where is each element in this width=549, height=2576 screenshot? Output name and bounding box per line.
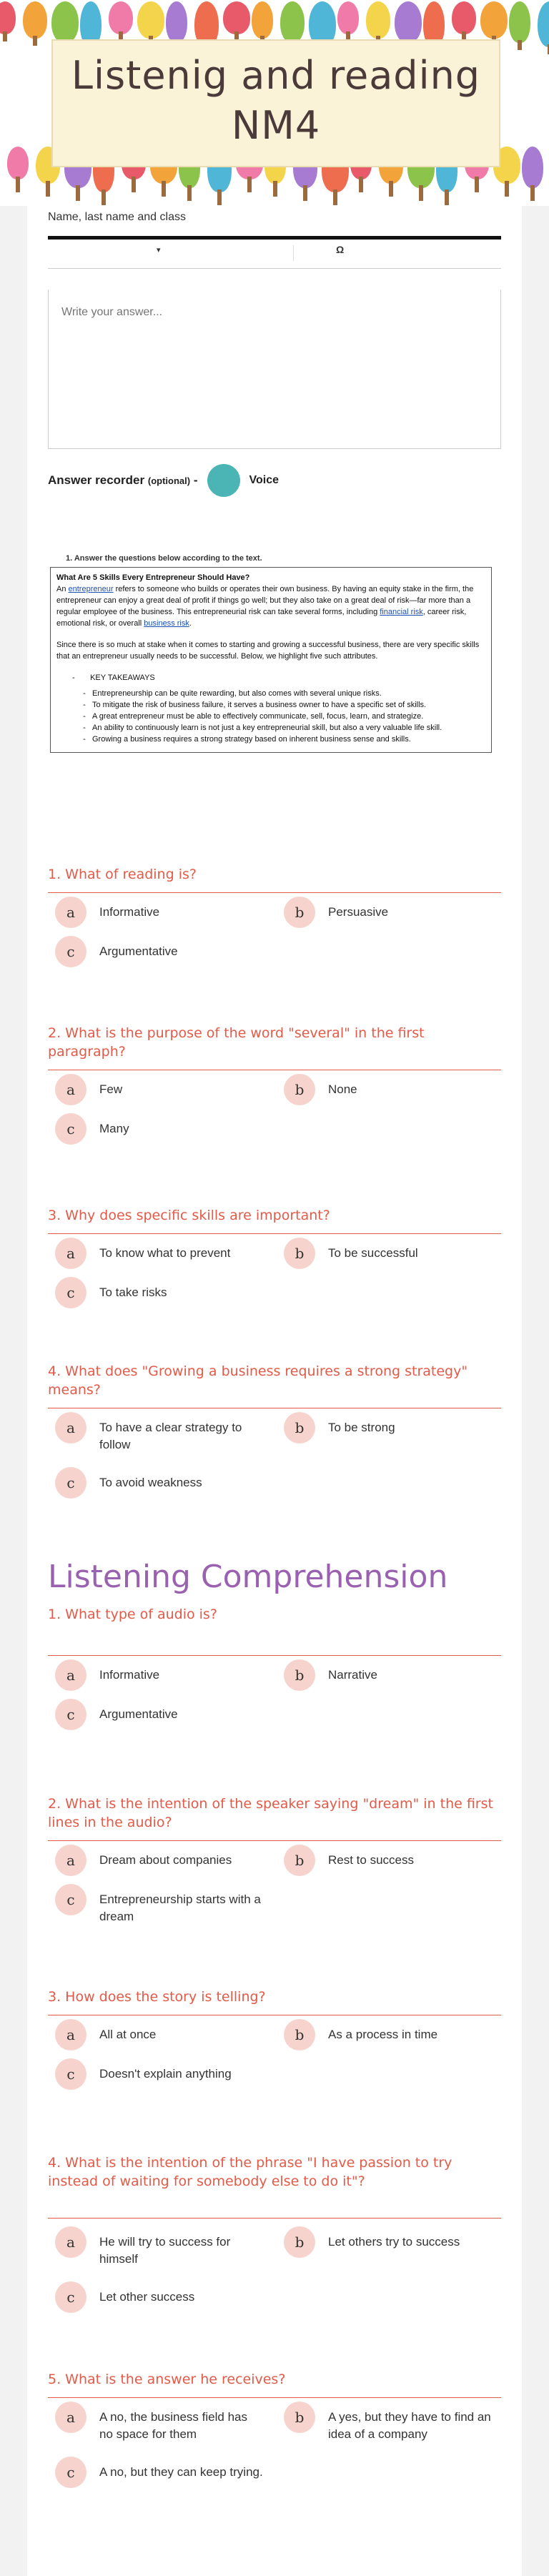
- tree-trunk: [303, 185, 307, 201]
- financial-risk-link[interactable]: financial risk: [380, 608, 423, 616]
- option-letter-badge: a: [55, 1238, 86, 1269]
- tree-trunk: [445, 189, 449, 205]
- header-banner: [0, 0, 549, 206]
- reading-text: [50, 554, 492, 753]
- answer-input[interactable]: [60, 305, 349, 320]
- option-c[interactable]: [55, 1706, 264, 1730]
- option-text: None: [328, 1082, 357, 1096]
- option-text: Entrepreneurship starts with a dream: [99, 1892, 261, 1923]
- option-letter-badge: c: [55, 2457, 86, 2488]
- question-block: [48, 1988, 501, 2083]
- option-text: Argumentative: [99, 1707, 178, 1721]
- voice-label: Voice: [249, 474, 279, 486]
- option-text: Narrative: [328, 1668, 377, 1682]
- option-letter-badge: b: [284, 2226, 315, 2258]
- entrepreneur-link[interactable]: entrepreneur: [68, 585, 114, 593]
- option-letter-badge: a: [55, 1412, 86, 1444]
- tree-trunk: [333, 189, 337, 205]
- option-letter-badge: c: [55, 1277, 86, 1308]
- tree-decoration: [480, 1, 508, 39]
- tree-trunk: [46, 181, 50, 197]
- option-letter-badge: c: [55, 1467, 86, 1499]
- option-a[interactable]: [55, 1245, 264, 1269]
- list-item: - An ability to continuously learn is not just a key entrepreneurial skill, but also a very valuable life skill.: [92, 722, 485, 734]
- tree-decoration: [366, 1, 390, 39]
- option-a[interactable]: [55, 1419, 264, 1454]
- recorder-label: Answer recorder (optional) -: [48, 473, 198, 487]
- option-letter-badge: a: [55, 2402, 86, 2433]
- option-text: To be strong: [328, 1421, 395, 1434]
- option-a[interactable]: [55, 2409, 264, 2443]
- option-c[interactable]: [55, 1474, 264, 1499]
- option-text: To have a clear strategy to follow: [99, 1421, 242, 1451]
- option-b[interactable]: [284, 1419, 493, 1444]
- tree-trunk: [76, 185, 80, 201]
- option-c[interactable]: [55, 2066, 264, 2090]
- list-item: - A great entrepreneur must be able to effectively communicate, sell, focus, learn, and strategize.: [92, 711, 485, 722]
- tree-decoration: [223, 1, 250, 34]
- special-character-button[interactable]: Ω: [336, 244, 345, 255]
- option-b[interactable]: [284, 2409, 493, 2443]
- option-a[interactable]: [55, 904, 264, 928]
- option-letter-badge: c: [55, 1699, 86, 1730]
- reading-heading: What Are 5 Skills Every Entrepreneur Should Have?: [56, 573, 250, 582]
- option-letter-badge: c: [55, 1113, 86, 1145]
- option-letter-badge: b: [284, 1845, 315, 1876]
- listening-section-title: Listening Comprehension: [48, 1559, 448, 1595]
- option-b[interactable]: [284, 1245, 493, 1269]
- option-letter-badge: a: [55, 2226, 86, 2258]
- option-c[interactable]: [55, 1891, 264, 1925]
- reading-paragraph-2: Since there is so much at stake when it comes to starting and growing a successful business, there are very specific skills that an entrepreneur usually needs to be successful. Below, we highlight five such attributes.: [56, 641, 480, 661]
- tree-decoration: [51, 1, 79, 43]
- option-letter-badge: b: [284, 1659, 315, 1691]
- title-box: [51, 39, 500, 167]
- option-letter-badge: c: [55, 2281, 86, 2313]
- option-text: To know what to prevent: [99, 1246, 231, 1260]
- option-b[interactable]: [284, 2026, 493, 2051]
- question-block: [48, 1362, 501, 1491]
- option-text: Doesn't explain anything: [99, 2067, 232, 2081]
- page-title: Listenig and reading NM4: [71, 53, 481, 148]
- option-b[interactable]: [284, 1852, 493, 1876]
- option-letter-badge: a: [55, 1659, 86, 1691]
- option-c[interactable]: [55, 2289, 264, 2313]
- tree-decoration: [166, 1, 187, 43]
- option-a[interactable]: [55, 1852, 264, 1876]
- option-letter-badge: c: [55, 1884, 86, 1915]
- option-a[interactable]: [55, 1667, 264, 1691]
- tree-decoration: [109, 1, 133, 34]
- tree-trunk: [16, 177, 20, 192]
- tree-trunk: [419, 185, 423, 201]
- tree-trunk: [530, 185, 535, 201]
- text-toolbar: [48, 236, 501, 269]
- option-letter-badge: a: [55, 1845, 86, 1876]
- option-text: All at once: [99, 2028, 157, 2041]
- toolbar-divider: [293, 245, 294, 261]
- takeaways-list: [56, 688, 485, 745]
- option-c[interactable]: [55, 1120, 264, 1145]
- question-title: 4. What is the intention of the phrase "I have passion to try instead of waiting for somebody else to do it"?: [48, 2153, 501, 2219]
- question-title: 3. How does the story is telling?: [48, 1988, 501, 2015]
- option-text: To be successful: [328, 1246, 418, 1260]
- option-text: As a process in time: [328, 2028, 438, 2041]
- tree-trunk: [247, 177, 252, 192]
- option-text: A yes, but they have to find an idea of a company: [328, 2410, 491, 2441]
- tree-decoration: [23, 1, 47, 39]
- question-block: [48, 1206, 501, 1301]
- tree-decoration: [395, 1, 422, 43]
- option-c[interactable]: [55, 1284, 264, 1308]
- option-b[interactable]: [284, 904, 493, 928]
- tree-trunk: [132, 177, 136, 192]
- tree-trunk: [273, 181, 277, 197]
- tree-decoration: [538, 1, 549, 47]
- option-letter-badge: a: [55, 1074, 86, 1105]
- question-block: [48, 1024, 501, 1138]
- tree-decoration: [509, 1, 530, 43]
- question-title: 3. Why does specific skills are important?: [48, 1206, 501, 1234]
- name-label: Name, last name and class: [48, 211, 186, 223]
- option-text: Informative: [99, 905, 160, 919]
- tree-trunk: [518, 40, 522, 50]
- option-b[interactable]: [284, 2234, 493, 2258]
- reading-instruction: 1. Answer the questions below according to the text.: [66, 554, 262, 563]
- option-text: Rest to success: [328, 1853, 414, 1867]
- question-title: 1. What type of audio is?: [48, 1605, 501, 1656]
- question-block: [48, 865, 501, 960]
- tree-trunk: [359, 177, 363, 192]
- option-text: Informative: [99, 1668, 160, 1682]
- list-item: - Entrepreneurship can be quite rewarding, but also comes with several unique risks.: [92, 688, 485, 699]
- option-text: Persuasive: [328, 905, 389, 919]
- record-button[interactable]: [207, 464, 240, 497]
- option-text: To avoid weakness: [99, 1476, 202, 1489]
- option-letter-badge: b: [284, 2402, 315, 2433]
- tree-trunk: [505, 181, 509, 197]
- option-letter-badge: b: [284, 2019, 315, 2051]
- question-title: 2. What is the purpose of the word "several" in the first paragraph?: [48, 1024, 501, 1070]
- question-block: [48, 2153, 501, 2306]
- option-a[interactable]: [55, 1081, 264, 1105]
- question-block: [48, 2370, 501, 2481]
- option-b[interactable]: [284, 1667, 493, 1691]
- option-letter-badge: b: [284, 1074, 315, 1105]
- option-text: Let other success: [99, 2290, 195, 2304]
- option-text: A no, but they can keep trying.: [99, 2465, 263, 2479]
- tree-trunk: [33, 36, 37, 46]
- option-a[interactable]: [55, 2234, 264, 2268]
- question-title: 5. What is the answer he receives?: [48, 2370, 501, 2398]
- tree-decoration: [252, 1, 273, 39]
- option-b[interactable]: [284, 1081, 493, 1105]
- reading-paragraph-1: An entrepreneur refers to someone who builds or operates their own business. By having an equity stake in the firm, the entrepreneur can enjoy a great deal of profit if things go well; but they also take on a great deal of risk—far more than a regular employee of the business. This entrepreneurial risk can take several forms, including financial risk, career risk, emotional risk, or overall business risk.: [56, 585, 474, 628]
- tree-trunk: [389, 181, 393, 197]
- tree-decoration: [452, 1, 476, 34]
- tree-decoration: [0, 1, 16, 34]
- tree-decoration: [522, 147, 543, 188]
- option-letter-badge: b: [284, 1412, 315, 1444]
- tree-decoration: [137, 1, 164, 39]
- tree-decoration: [280, 1, 305, 43]
- option-letter-badge: a: [55, 897, 86, 928]
- option-text: Let others try to success: [328, 2235, 460, 2249]
- tree-trunk: [475, 177, 479, 192]
- answer-box[interactable]: [48, 290, 501, 449]
- reading-box: [50, 567, 492, 753]
- option-text: To take risks: [99, 1285, 167, 1299]
- tree-trunk: [217, 189, 222, 205]
- option-text: Few: [99, 1082, 123, 1096]
- question-block: [48, 1605, 501, 1723]
- option-text: A no, the business field has no space for them: [99, 2410, 247, 2441]
- option-text: He will try to success for himself: [99, 2235, 231, 2266]
- question-title: 4. What does "Growing a business requires a strong strategy" means?: [48, 1362, 501, 1408]
- tree-decoration: [7, 147, 29, 179]
- question-title: 1. What of reading is?: [48, 865, 501, 893]
- tree-trunk: [187, 185, 192, 201]
- option-letter-badge: a: [55, 2019, 86, 2051]
- option-text: Many: [99, 1122, 129, 1135]
- option-letter-badge: c: [55, 2058, 86, 2090]
- tree-decoration: [337, 1, 359, 34]
- takeaways-title: - KEY TAKEAWAYS: [72, 673, 155, 682]
- option-c[interactable]: [55, 943, 264, 967]
- tree-trunk: [162, 181, 166, 197]
- question-block: [48, 1795, 501, 1923]
- caret-down-icon[interactable]: ▾: [157, 246, 161, 255]
- tree-trunk: [3, 31, 7, 41]
- option-text: Argumentative: [99, 944, 178, 958]
- option-text: Dream about companies: [99, 1853, 232, 1867]
- answer-recorder: [48, 465, 279, 496]
- list-item: - Growing a business requires a strong strategy based on inherent business sense and skills.: [92, 734, 485, 745]
- option-a[interactable]: [55, 2026, 264, 2051]
- question-title: 2. What is the intention of the speaker saying "dream" in the first lines in the audio?: [48, 1795, 501, 1841]
- option-letter-badge: c: [55, 936, 86, 967]
- option-c[interactable]: [55, 2464, 264, 2488]
- list-item: - To mitigate the risk of business failure, it serves a business owner to have a specific set of skills.: [92, 699, 485, 711]
- tree-trunk: [102, 189, 106, 205]
- option-letter-badge: b: [284, 1238, 315, 1269]
- business-risk-link[interactable]: business risk: [144, 619, 189, 628]
- option-letter-badge: b: [284, 897, 315, 928]
